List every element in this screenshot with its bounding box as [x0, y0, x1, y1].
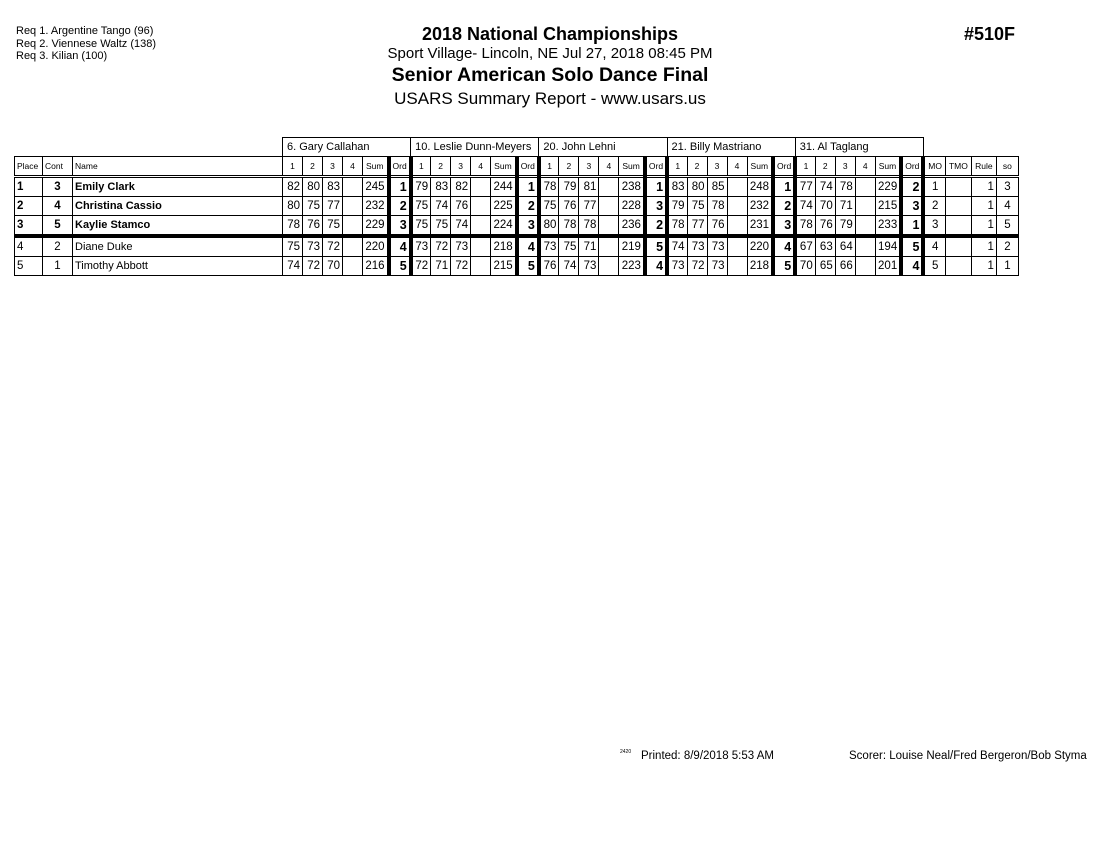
requirement-1: Req 1. Argentine Tango (96): [16, 25, 154, 37]
score-cell: 71: [579, 236, 599, 257]
col-header-s3: 3: [579, 157, 599, 177]
sum-cell: 201: [875, 257, 901, 276]
col-header-s1: 1: [283, 157, 303, 177]
score-cell: 70: [795, 257, 815, 276]
col-header-s4: 4: [471, 157, 491, 177]
ordinal-cell: 4: [773, 236, 795, 257]
blank-cell: [923, 138, 1018, 157]
ordinal-cell: 2: [517, 197, 539, 216]
col-header-tmo: TMO: [945, 157, 971, 177]
ordinal-cell: 3: [773, 216, 795, 237]
results-table: [14, 137, 1019, 276]
skater-name-cell: Timothy Abbott: [73, 257, 283, 276]
score-cell: 78: [559, 216, 579, 237]
score-cell: 80: [283, 197, 303, 216]
ordinal-cell: 1: [517, 177, 539, 197]
col-header-ord: Ord: [517, 157, 539, 177]
score-cell: [471, 236, 491, 257]
competition-title: 2018 National Championships: [421, 24, 679, 44]
mo-cell: 3: [923, 216, 945, 237]
scorer-names: Scorer: Louise Neal/Fred Bergeron/Bob Styma: [849, 750, 1087, 762]
tmo-cell: [945, 216, 971, 237]
score-cell: 79: [559, 177, 579, 197]
col-header-s4: 4: [599, 157, 619, 177]
ordinal-cell: 3: [901, 197, 923, 216]
score-cell: 78: [835, 177, 855, 197]
sum-cell: 229: [363, 216, 389, 237]
score-cell: 76: [451, 197, 471, 216]
so-cell: 5: [996, 216, 1018, 237]
sum-cell: 215: [491, 257, 517, 276]
score-cell: 77: [323, 197, 343, 216]
event-number: #510F: [964, 24, 1016, 44]
score-cell: [343, 216, 363, 237]
score-cell: 76: [539, 257, 559, 276]
place-cell: 3: [15, 216, 43, 237]
col-header-mo: MO: [923, 157, 945, 177]
col-header-s2: 2: [303, 157, 323, 177]
score-cell: 63: [815, 236, 835, 257]
col-header-name: Name: [73, 157, 283, 177]
score-cell: 83: [667, 177, 687, 197]
score-cell: [727, 177, 747, 197]
score-cell: [727, 236, 747, 257]
table-row: [15, 197, 1019, 216]
col-header-ord: Ord: [773, 157, 795, 177]
score-cell: 73: [687, 236, 707, 257]
score-cell: 73: [303, 236, 323, 257]
judge-header-row: [15, 138, 1019, 157]
ordinal-cell: 5: [645, 236, 667, 257]
score-cell: 85: [707, 177, 727, 197]
contestant-number-cell: 1: [43, 257, 73, 276]
tmo-cell: [945, 236, 971, 257]
table-row: [15, 257, 1019, 276]
contestant-number-cell: 2: [43, 236, 73, 257]
col-header-s3: 3: [451, 157, 471, 177]
score-cell: [727, 197, 747, 216]
score-cell: 79: [835, 216, 855, 237]
score-cell: 74: [431, 197, 451, 216]
score-cell: 79: [667, 197, 687, 216]
score-cell: 72: [303, 257, 323, 276]
sum-cell: 216: [363, 257, 389, 276]
judge-name: 31. Al Taglang: [795, 138, 923, 157]
score-cell: [471, 197, 491, 216]
score-cell: 78: [667, 216, 687, 237]
printed-timestamp: Printed: 8/9/2018 5:53 AM: [641, 750, 774, 762]
sum-cell: 219: [619, 236, 645, 257]
score-cell: [855, 257, 875, 276]
score-cell: 82: [451, 177, 471, 197]
score-cell: [343, 177, 363, 197]
skater-name-cell: Emily Clark: [73, 177, 283, 197]
col-header-s2: 2: [431, 157, 451, 177]
sum-cell: 215: [875, 197, 901, 216]
ordinal-cell: 4: [517, 236, 539, 257]
requirement-3: Req 3. Kilian (100): [16, 50, 108, 62]
rule-cell: 1: [971, 197, 996, 216]
sum-cell: 233: [875, 216, 901, 237]
skater-name-cell: Christina Cassio: [73, 197, 283, 216]
mo-cell: 1: [923, 177, 945, 197]
score-cell: 74: [815, 177, 835, 197]
score-cell: 75: [411, 197, 431, 216]
score-cell: 73: [579, 257, 599, 276]
score-cell: [343, 236, 363, 257]
tmo-cell: [945, 197, 971, 216]
score-cell: 83: [323, 177, 343, 197]
score-cell: 77: [579, 197, 599, 216]
sum-cell: 223: [619, 257, 645, 276]
ordinal-cell: 2: [389, 197, 411, 216]
ordinal-cell: 1: [773, 177, 795, 197]
report-code: 2420: [620, 749, 632, 755]
place-cell: 2: [15, 197, 43, 216]
score-cell: 70: [815, 197, 835, 216]
rule-cell: 1: [971, 236, 996, 257]
col-header-sum: Sum: [747, 157, 773, 177]
col-header-rule: Rule: [971, 157, 996, 177]
score-cell: [599, 257, 619, 276]
score-cell: [855, 177, 875, 197]
place-cell: 4: [15, 236, 43, 257]
col-header-sum: Sum: [491, 157, 517, 177]
blank-cell: [15, 138, 283, 157]
sum-cell: 231: [747, 216, 773, 237]
col-header-s3: 3: [323, 157, 343, 177]
score-cell: 74: [667, 236, 687, 257]
score-cell: [727, 257, 747, 276]
sum-cell: 229: [875, 177, 901, 197]
col-header-sum: Sum: [619, 157, 645, 177]
requirements-list: [16, 25, 156, 63]
score-cell: 77: [687, 216, 707, 237]
ordinal-cell: 1: [901, 216, 923, 237]
place-cell: 1: [15, 177, 43, 197]
col-header-ord: Ord: [901, 157, 923, 177]
sum-cell: 194: [875, 236, 901, 257]
ordinal-cell: 4: [645, 257, 667, 276]
score-cell: 75: [539, 197, 559, 216]
judge-name: 20. John Lehni: [539, 138, 667, 157]
sum-cell: 220: [363, 236, 389, 257]
col-header-s2: 2: [559, 157, 579, 177]
rule-cell: 1: [971, 216, 996, 237]
sum-cell: 244: [491, 177, 517, 197]
table-row: [15, 216, 1019, 237]
ordinal-cell: 4: [901, 257, 923, 276]
score-cell: [727, 216, 747, 237]
requirement-2: Req 2. Viennese Waltz (138): [16, 37, 157, 50]
so-cell: 2: [996, 236, 1018, 257]
score-cell: 73: [667, 257, 687, 276]
score-cell: 78: [539, 177, 559, 197]
score-cell: 80: [687, 177, 707, 197]
ordinal-cell: 2: [645, 216, 667, 237]
score-cell: [855, 236, 875, 257]
score-cell: 76: [815, 216, 835, 237]
ordinal-cell: 5: [901, 236, 923, 257]
mo-cell: 5: [923, 257, 945, 276]
score-cell: 75: [431, 216, 451, 237]
column-header-row: [15, 157, 1019, 177]
score-cell: 75: [687, 197, 707, 216]
col-header-s2: 2: [815, 157, 835, 177]
score-cell: [855, 197, 875, 216]
col-header-s1: 1: [539, 157, 559, 177]
score-cell: 74: [451, 216, 471, 237]
sum-cell: 228: [619, 197, 645, 216]
tmo-cell: [945, 257, 971, 276]
score-cell: 72: [687, 257, 707, 276]
score-cell: 64: [835, 236, 855, 257]
contestant-number-cell: 5: [43, 216, 73, 237]
score-cell: 78: [579, 216, 599, 237]
score-cell: 77: [795, 177, 815, 197]
score-cell: 76: [559, 197, 579, 216]
sum-cell: 224: [491, 216, 517, 237]
ordinal-cell: 1: [389, 177, 411, 197]
ordinal-cell: 3: [517, 216, 539, 237]
sum-cell: 232: [363, 197, 389, 216]
ordinal-cell: 5: [517, 257, 539, 276]
score-cell: 71: [835, 197, 855, 216]
score-cell: 76: [303, 216, 323, 237]
col-header-so: so: [996, 157, 1018, 177]
col-header-s4: 4: [343, 157, 363, 177]
score-cell: 78: [707, 197, 727, 216]
judge-name: 6. Gary Callahan: [283, 138, 411, 157]
sum-cell: 232: [747, 197, 773, 216]
rule-cell: 1: [971, 257, 996, 276]
score-cell: 73: [539, 236, 559, 257]
so-cell: 3: [996, 177, 1018, 197]
score-cell: 66: [835, 257, 855, 276]
table-row: [15, 177, 1019, 197]
ordinal-cell: 5: [389, 257, 411, 276]
ordinal-cell: 3: [645, 197, 667, 216]
score-cell: 82: [283, 177, 303, 197]
score-cell: 73: [451, 236, 471, 257]
ordinal-cell: 4: [389, 236, 411, 257]
col-header-ord: Ord: [645, 157, 667, 177]
sum-cell: 248: [747, 177, 773, 197]
score-cell: 73: [707, 236, 727, 257]
score-cell: 78: [283, 216, 303, 237]
score-cell: 74: [559, 257, 579, 276]
sum-cell: 218: [747, 257, 773, 276]
col-header-sum: Sum: [363, 157, 389, 177]
score-cell: 79: [411, 177, 431, 197]
mo-cell: 4: [923, 236, 945, 257]
col-header-place: Place: [15, 157, 43, 177]
mo-cell: 2: [923, 197, 945, 216]
sum-cell: 236: [619, 216, 645, 237]
col-header-s2: 2: [687, 157, 707, 177]
score-cell: 78: [795, 216, 815, 237]
so-cell: 1: [996, 257, 1018, 276]
venue-datetime: Sport Village- Lincoln, NE Jul 27, 2018 08:45 PM: [387, 45, 713, 62]
contestant-number-cell: 3: [43, 177, 73, 197]
col-header-cont: Cont: [43, 157, 73, 177]
ordinal-cell: 2: [773, 197, 795, 216]
score-cell: 73: [411, 236, 431, 257]
sum-cell: 238: [619, 177, 645, 197]
col-header-s4: 4: [727, 157, 747, 177]
score-cell: 72: [411, 257, 431, 276]
score-cell: 75: [303, 197, 323, 216]
score-cell: 81: [579, 177, 599, 197]
sum-cell: 218: [491, 236, 517, 257]
score-cell: 75: [411, 216, 431, 237]
col-header-s1: 1: [411, 157, 431, 177]
col-header-s4: 4: [855, 157, 875, 177]
score-cell: 76: [707, 216, 727, 237]
col-header-ord: Ord: [389, 157, 411, 177]
sum-cell: 245: [363, 177, 389, 197]
score-cell: 74: [795, 197, 815, 216]
col-header-s1: 1: [795, 157, 815, 177]
col-header-s3: 3: [707, 157, 727, 177]
score-cell: [599, 236, 619, 257]
score-cell: [599, 197, 619, 216]
skater-name-cell: Kaylie Stamco: [73, 216, 283, 237]
score-cell: [471, 177, 491, 197]
score-cell: [599, 177, 619, 197]
sum-cell: 220: [747, 236, 773, 257]
score-cell: [343, 197, 363, 216]
score-cell: 70: [323, 257, 343, 276]
score-cell: 75: [323, 216, 343, 237]
place-cell: 5: [15, 257, 43, 276]
score-cell: 73: [707, 257, 727, 276]
report-subtitle: USARS Summary Report - www.usars.us: [394, 89, 706, 108]
skater-name-cell: Diane Duke: [73, 236, 283, 257]
score-cell: [855, 216, 875, 237]
col-header-sum: Sum: [875, 157, 901, 177]
score-cell: 65: [815, 257, 835, 276]
score-cell: 80: [539, 216, 559, 237]
score-cell: [599, 216, 619, 237]
score-cell: 75: [559, 236, 579, 257]
contestant-number-cell: 4: [43, 197, 73, 216]
score-cell: [343, 257, 363, 276]
score-cell: 83: [431, 177, 451, 197]
judge-name: 21. Billy Mastriano: [667, 138, 795, 157]
score-cell: 75: [283, 236, 303, 257]
col-header-s1: 1: [667, 157, 687, 177]
score-cell: 74: [283, 257, 303, 276]
sum-cell: 225: [491, 197, 517, 216]
score-cell: [471, 257, 491, 276]
score-cell: 72: [451, 257, 471, 276]
ordinal-cell: 5: [773, 257, 795, 276]
table-row: [15, 236, 1019, 257]
ordinal-cell: 3: [389, 216, 411, 237]
score-cell: 67: [795, 236, 815, 257]
rule-cell: 1: [971, 177, 996, 197]
ordinal-cell: 2: [901, 177, 923, 197]
score-cell: 72: [323, 236, 343, 257]
so-cell: 4: [996, 197, 1018, 216]
event-title: Senior American Solo Dance Final: [391, 64, 709, 86]
col-header-s3: 3: [835, 157, 855, 177]
tmo-cell: [945, 177, 971, 197]
score-cell: 80: [303, 177, 323, 197]
judge-name: 10. Leslie Dunn-Meyers: [411, 138, 539, 157]
score-cell: 72: [431, 236, 451, 257]
score-cell: [471, 216, 491, 237]
ordinal-cell: 1: [645, 177, 667, 197]
score-cell: 71: [431, 257, 451, 276]
